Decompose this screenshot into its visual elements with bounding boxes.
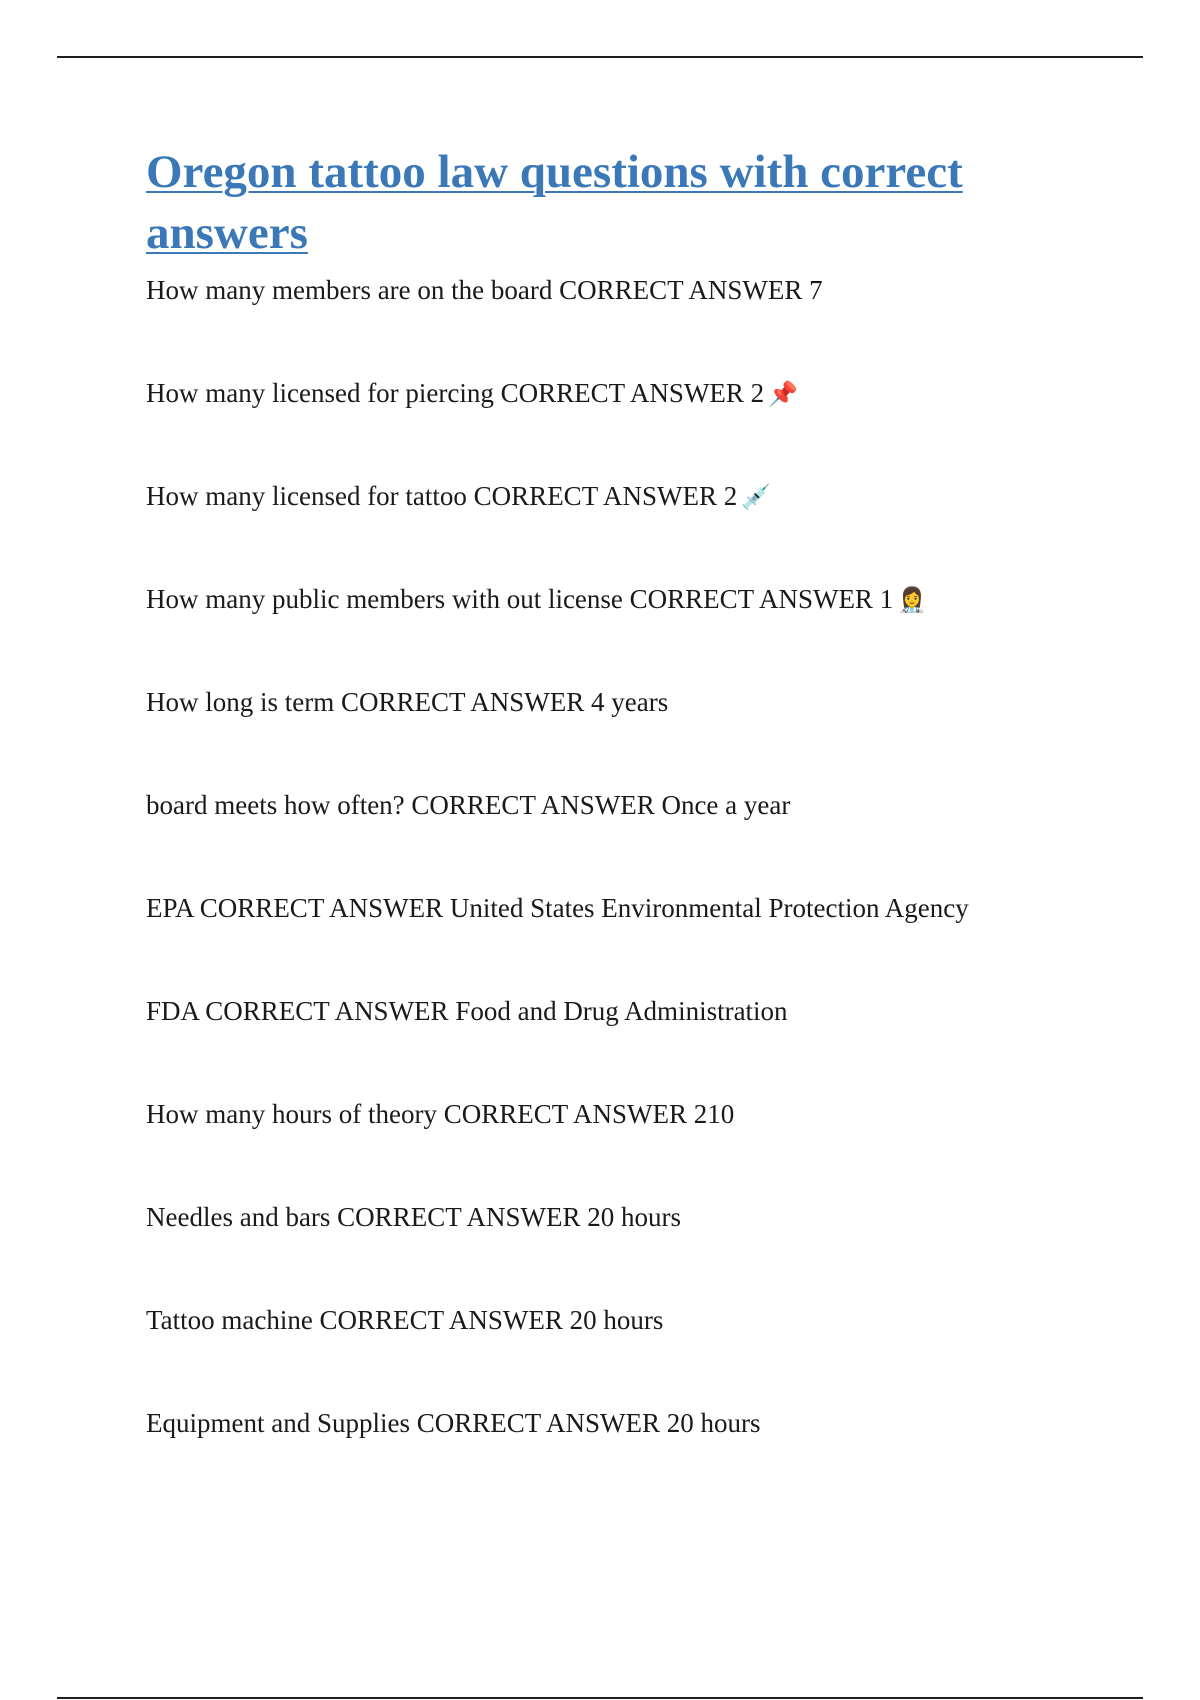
pushpin-icon: 📌	[768, 380, 799, 408]
qa-item	[146, 480, 1106, 512]
qa-text: How many public members with out license CORRECT ANSWER 1	[146, 584, 894, 614]
qa-item	[146, 995, 1106, 1027]
document-title: Oregon tattoo law questions with correct answers	[146, 146, 963, 259]
qa-list	[146, 274, 1106, 1439]
qa-text: FDA CORRECT ANSWER Food and Drug Administration	[146, 996, 788, 1026]
qa-item	[146, 274, 1106, 306]
top-rule	[57, 56, 1143, 58]
qa-text: board meets how often? CORRECT ANSWER Once a year	[146, 790, 791, 820]
document-page	[146, 142, 1106, 1439]
qa-text: How many licensed for piercing CORRECT ANSWER 2	[146, 378, 765, 408]
qa-text: How many hours of theory CORRECT ANSWER 210	[146, 1099, 735, 1129]
bottom-rule	[57, 1697, 1143, 1699]
qa-item	[146, 583, 1106, 615]
qa-text: EPA CORRECT ANSWER United States Environmental Protection Agency	[146, 893, 969, 923]
qa-text: Tattoo machine CORRECT ANSWER 20 hours	[146, 1305, 664, 1335]
qa-item	[146, 789, 1106, 821]
qa-text: How many licensed for tattoo CORRECT ANSWER 2	[146, 481, 738, 511]
qa-item	[146, 1201, 1106, 1233]
qa-item	[146, 1304, 1106, 1336]
qa-item	[146, 1407, 1106, 1439]
qa-text: How many members are on the board CORRECT ANSWER 7	[146, 275, 823, 305]
qa-item	[146, 686, 1106, 718]
qa-text: Needles and bars CORRECT ANSWER 20 hours	[146, 1202, 681, 1232]
syringe-icon: 💉	[741, 483, 772, 511]
qa-item	[146, 377, 1106, 409]
qa-item	[146, 1098, 1106, 1130]
qa-item	[146, 892, 1106, 924]
qa-text: How long is term CORRECT ANSWER 4 years	[146, 687, 669, 717]
health-worker-icon: 👩‍⚕️	[897, 586, 928, 614]
qa-text: Equipment and Supplies CORRECT ANSWER 20 hours	[146, 1408, 761, 1438]
